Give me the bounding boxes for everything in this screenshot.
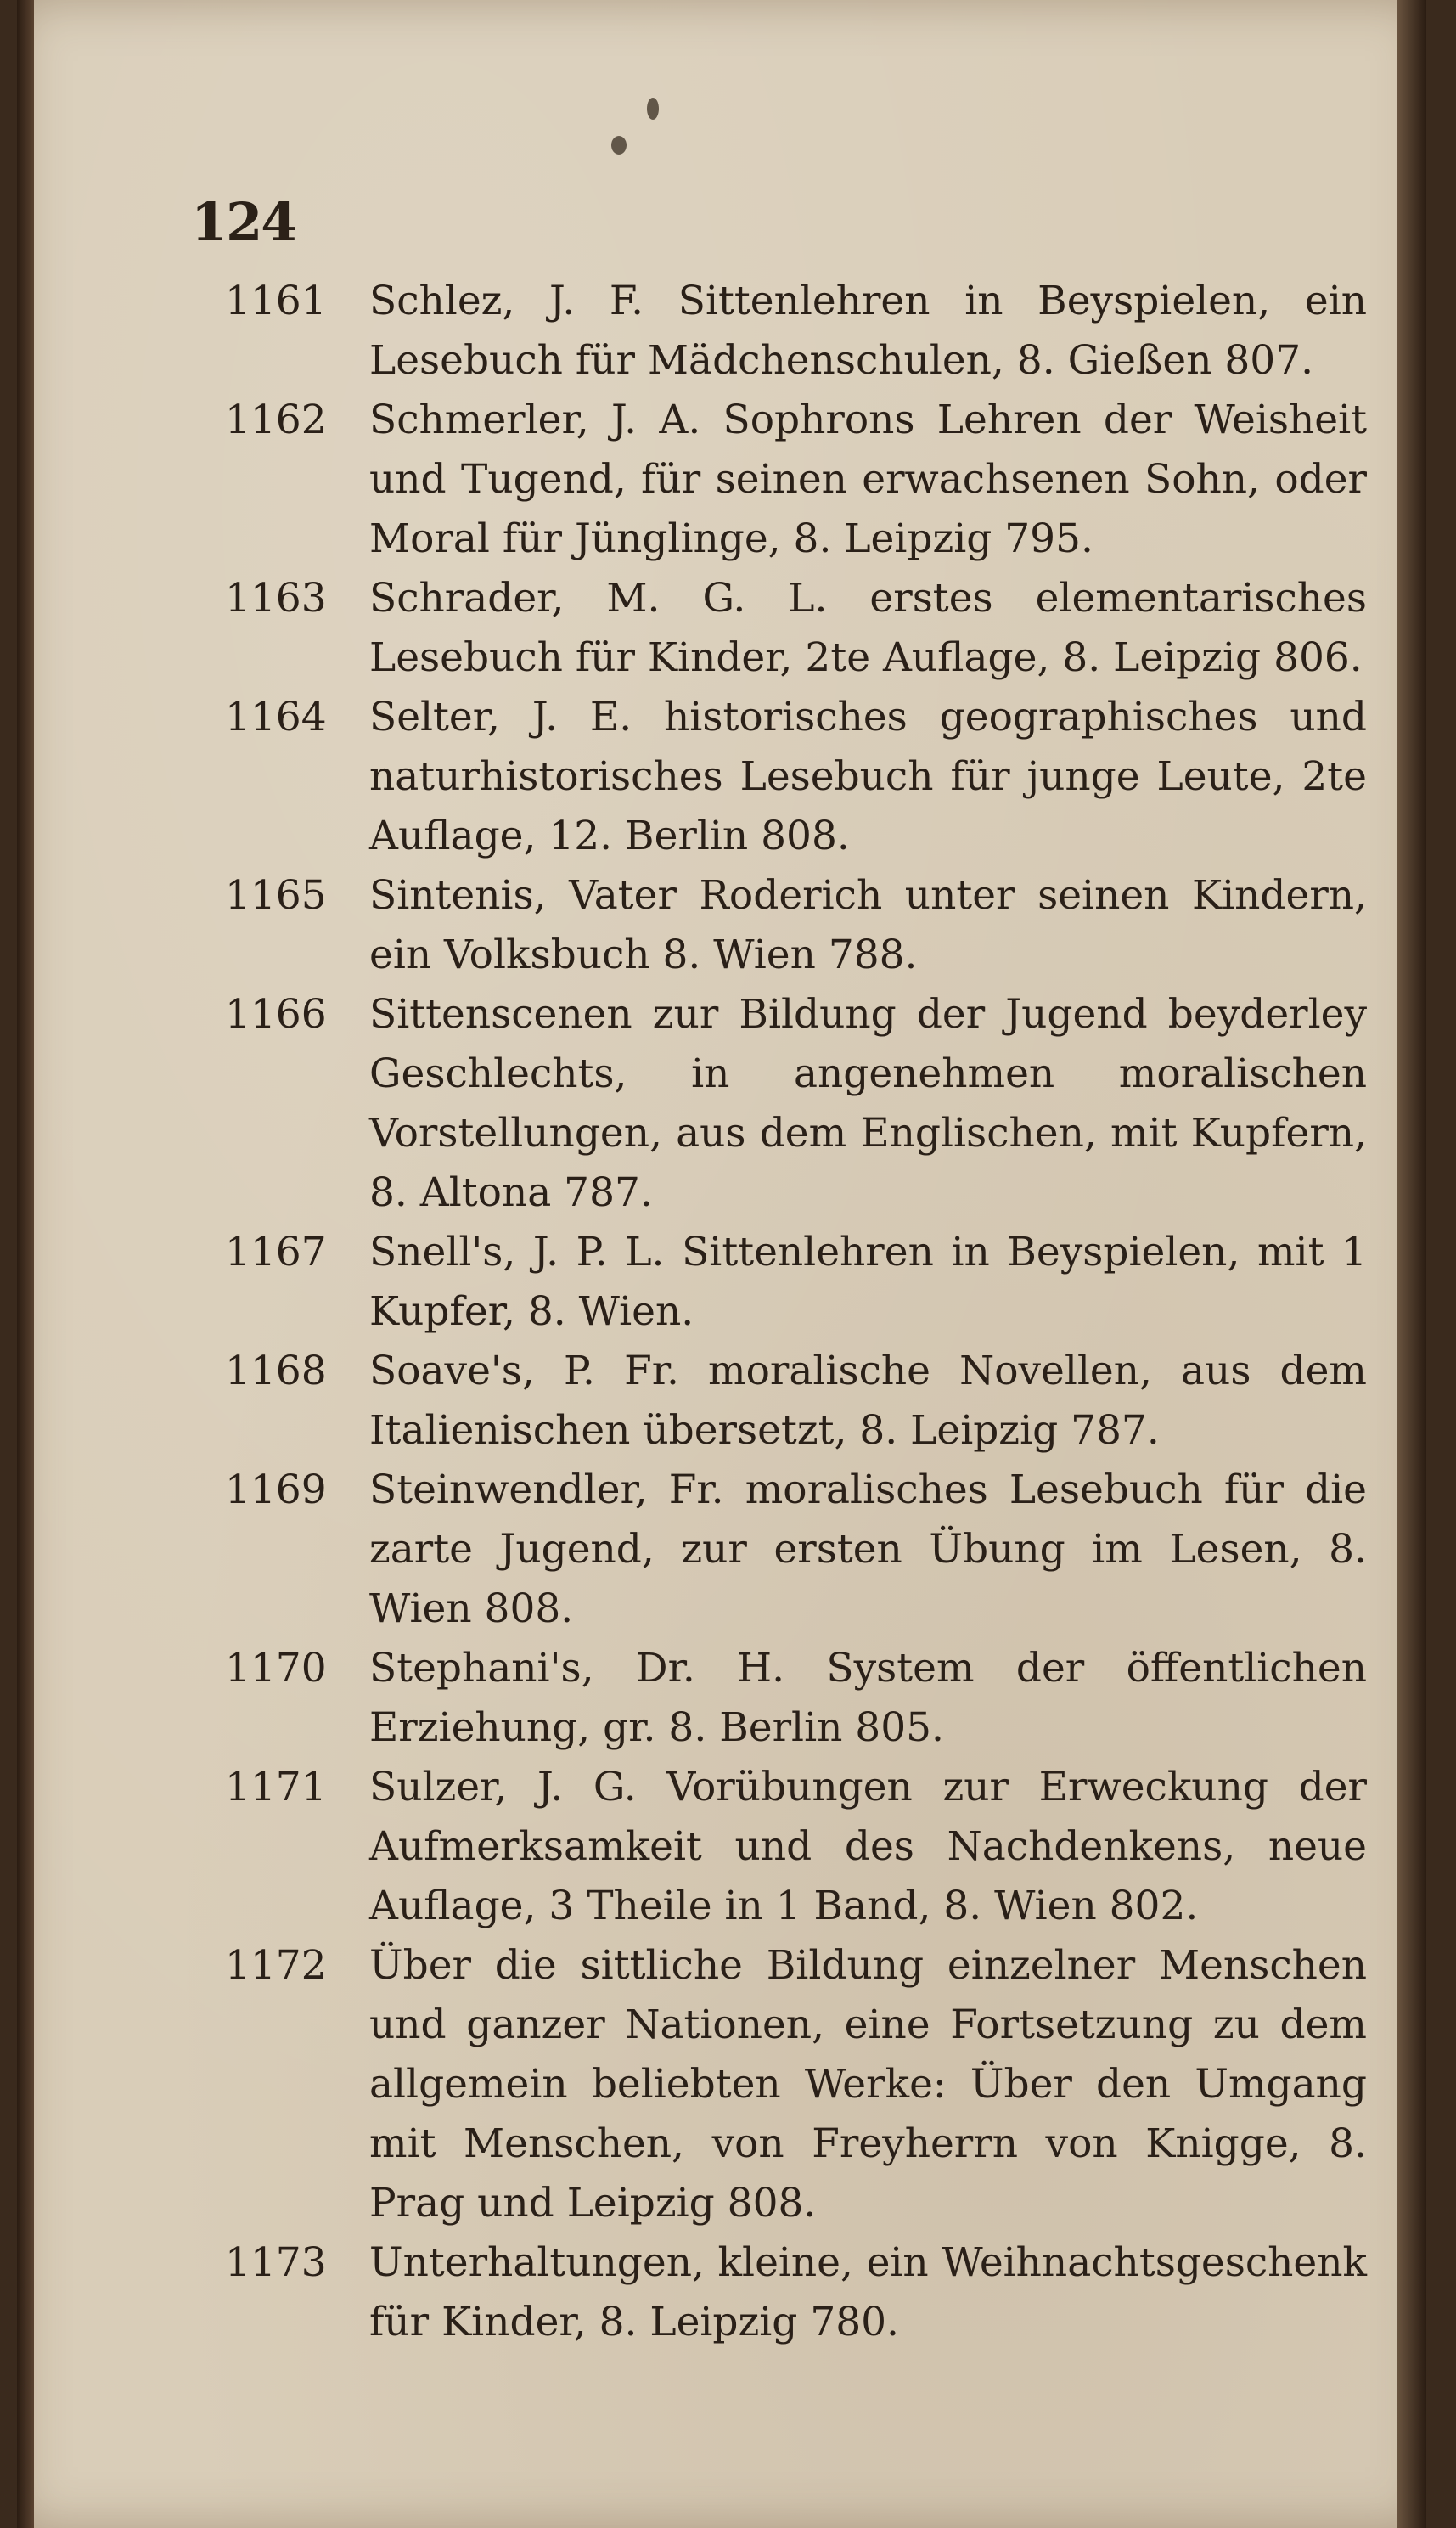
catalog-entry — [225, 569, 1367, 688]
ink-speck — [647, 98, 659, 120]
catalog-entry — [225, 2233, 1367, 2352]
entry-number: 1173 — [225, 2239, 327, 2286]
entry-number: 1163 — [225, 575, 327, 622]
entry-text: Schrader, M. G. L. erstes elementarisches Lesebuch für Kinder, 2te Auflage, 8. Leipzig 806. — [369, 575, 1367, 681]
catalog-entry — [225, 1639, 1367, 1758]
catalog-entries — [225, 272, 1367, 2352]
entry-number: 1172 — [225, 1942, 327, 1989]
catalog-entry — [225, 1936, 1367, 2233]
entry-text: Steinwendler, Fr. moralisches Lesebuch für die zarte Jugend, zur ersten Übung im Lesen, 8. Wien 808. — [369, 1467, 1367, 1632]
page-number: 124 — [191, 191, 296, 253]
catalog-entry — [225, 272, 1367, 391]
entry-text: Über die sittliche Bildung einzelner Menschen und ganzer Nationen, eine Fortsetzung zu dem allgemein beliebten Werke: Über den Umgang mit Menschen, von Freyherrn von Knigge, 8. Prag und Leipzig 808. — [369, 1942, 1367, 2227]
catalog-entry — [225, 391, 1367, 569]
entry-text: Schmerler, J. A. Sophrons Lehren der Weisheit und Tugend, für seinen erwachsenen Sohn, oder Moral für Jünglinge, 8. Leipzig 795. — [369, 397, 1367, 562]
catalog-entry — [225, 1223, 1367, 1342]
page-outer-edge — [1397, 0, 1426, 2528]
entry-text: Stephani's, Dr. H. System der öffentlichen Erziehung, gr. 8. Berlin 805. — [369, 1645, 1367, 1751]
catalog-entry — [225, 688, 1367, 866]
entry-number: 1167 — [225, 1229, 327, 1275]
entry-text: Sulzer, J. G. Vorübungen zur Erweckung der Aufmerksamkeit und des Nachdenkens, neue Auflage, 3 Theile in 1 Band, 8. Wien 802. — [369, 1764, 1367, 1929]
book-page — [17, 0, 1426, 2528]
entry-text: Soave's, P. Fr. moralische Novellen, aus dem Italienischen übersetzt, 8. Leipzig 787. — [369, 1348, 1367, 1454]
catalog-entry — [225, 985, 1367, 1223]
entry-text: Sittenscenen zur Bildung der Jugend beyderley Geschlechts, in angenehmen moralischen Vorstellungen, aus dem Englischen, mit Kupfern, 8. Altona 787. — [369, 991, 1367, 1216]
entry-text: Sintenis, Vater Roderich unter seinen Kindern, ein Volksbuch 8. Wien 788. — [369, 872, 1367, 978]
entry-text: Schlez, J. F. Sittenlehren in Beyspielen, ein Lesebuch für Mädchenschulen, 8. Gießen 807. — [369, 278, 1367, 384]
ink-speck — [611, 136, 627, 155]
entry-number: 1171 — [225, 1764, 327, 1810]
entry-number: 1168 — [225, 1348, 327, 1394]
entry-number: 1162 — [225, 397, 327, 443]
page-gutter-edge — [17, 0, 34, 2528]
entry-number: 1161 — [225, 278, 327, 324]
entry-number: 1169 — [225, 1467, 327, 1513]
entry-text: Selter, J. E. historisches geographisches und naturhistorisches Lesebuch für junge Leute, 2te Auflage, 12. Berlin 808. — [369, 694, 1367, 859]
entry-text: Unterhaltungen, kleine, ein Weihnachtsgeschenk für Kinder, 8. Leipzig 780. — [369, 2239, 1367, 2345]
catalog-entry — [225, 1758, 1367, 1936]
catalog-entry — [225, 1461, 1367, 1639]
catalog-entry — [225, 1342, 1367, 1461]
entry-number: 1165 — [225, 872, 327, 919]
entry-text: Snell's, J. P. L. Sittenlehren in Beyspielen, mit 1 Kupfer, 8. Wien. — [369, 1229, 1367, 1335]
entry-number: 1170 — [225, 1645, 327, 1692]
entry-number: 1166 — [225, 991, 327, 1038]
entry-number: 1164 — [225, 694, 327, 740]
catalog-entry — [225, 866, 1367, 985]
